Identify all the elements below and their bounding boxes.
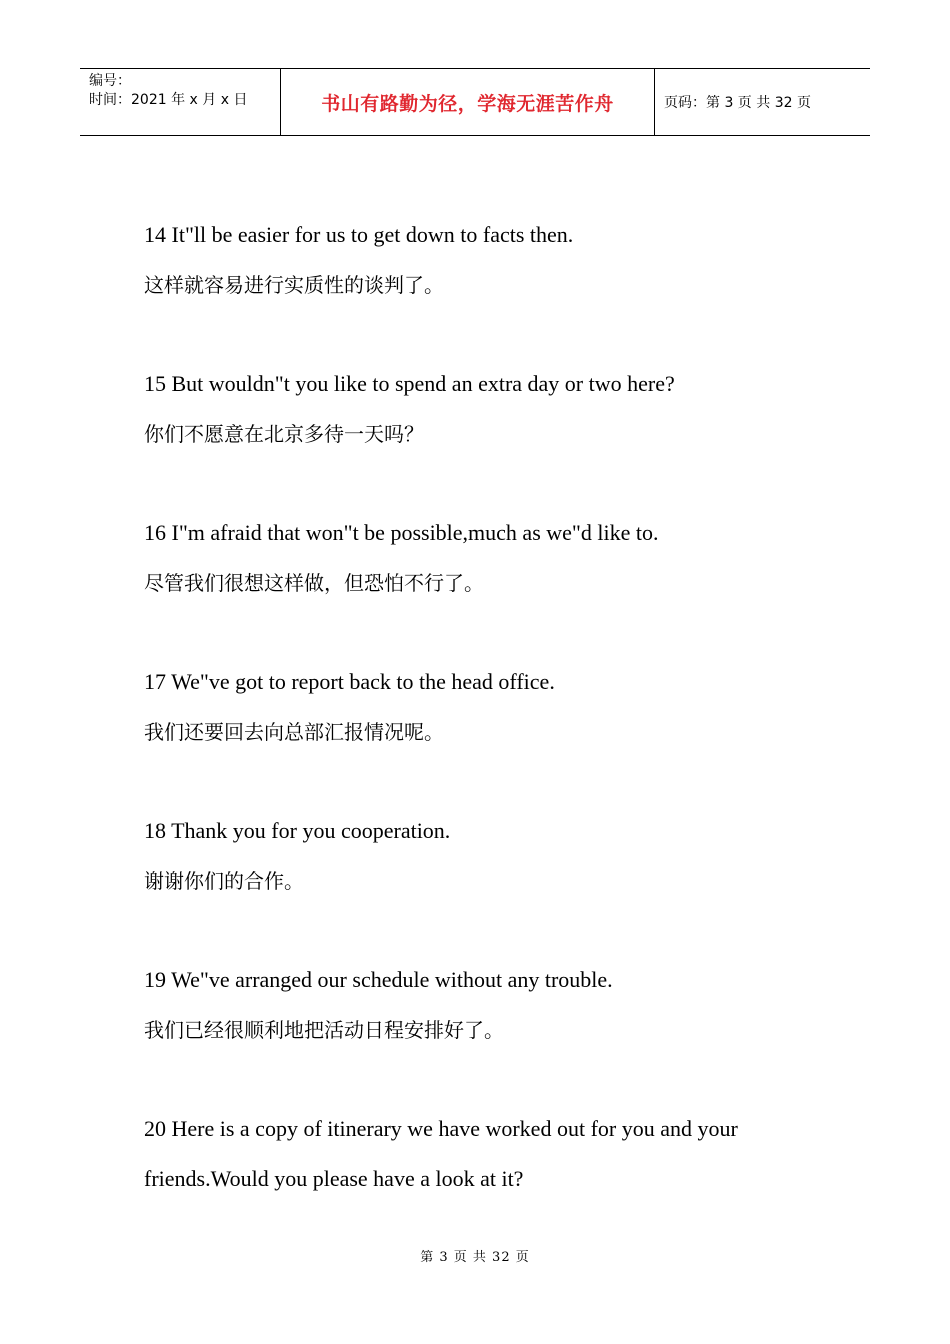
english-sentence: 14 It"ll be easier for us to get down to facts then. (144, 222, 574, 247)
chinese-translation: 这样就容易进行实质性的谈判了。 (144, 273, 444, 297)
page-header (80, 68, 870, 136)
footer-page-number: 第 3 页 共 32 页 (420, 1250, 530, 1265)
english-sentence: 15 But wouldn"t you like to spend an extra day or two here? (144, 371, 675, 396)
chinese-translation: 你们不愿意在北京多待一天吗？ (144, 422, 424, 446)
header-motto-cell (281, 69, 655, 135)
sentence-entry-17 (144, 657, 824, 757)
document-body (144, 210, 824, 1204)
header-motto: 书山有路勤为径，学海无涯苦作舟 (321, 92, 614, 115)
english-sentence: 17 We"ve got to report back to the head office. (144, 669, 555, 694)
sentence-entry-20 (144, 1104, 824, 1204)
chinese-translation: 尽管我们很想这样做，但恐怕不行了。 (144, 571, 484, 595)
header-page-cell (655, 69, 870, 135)
english-sentence: 18 Thank you for you cooperation. (144, 818, 451, 843)
sentence-entry-14 (144, 210, 824, 310)
sentence-entry-18 (144, 806, 824, 906)
chinese-translation: 我们已经很顺利地把活动日程安排好了。 (144, 1018, 504, 1042)
english-sentence-line-2: friends.Would you please have a look at it? (144, 1166, 524, 1191)
english-sentence: 16 I"m afraid that won"t be possible,much as we"d like to. (144, 520, 659, 545)
english-sentence-line-1: 20 Here is a copy of itinerary we have worked out for you and your (144, 1116, 738, 1141)
sentence-entry-16 (144, 508, 824, 608)
page-footer (0, 1246, 950, 1265)
english-sentence: 19 We"ve arranged our schedule without any trouble. (144, 967, 613, 992)
sentence-entry-15 (144, 359, 824, 459)
header-meta-cell (80, 69, 281, 135)
document-number-label: 编号： (89, 73, 131, 89)
sentence-entry-19 (144, 955, 824, 1055)
chinese-translation: 我们还要回去向总部汇报情况呢。 (144, 720, 444, 744)
document-date-label: 时间：2021 年 x 月 x 日 (89, 92, 248, 108)
header-page-info: 页码：第 3 页 共 32 页 (664, 95, 811, 111)
chinese-translation: 谢谢你们的合作。 (144, 869, 304, 893)
